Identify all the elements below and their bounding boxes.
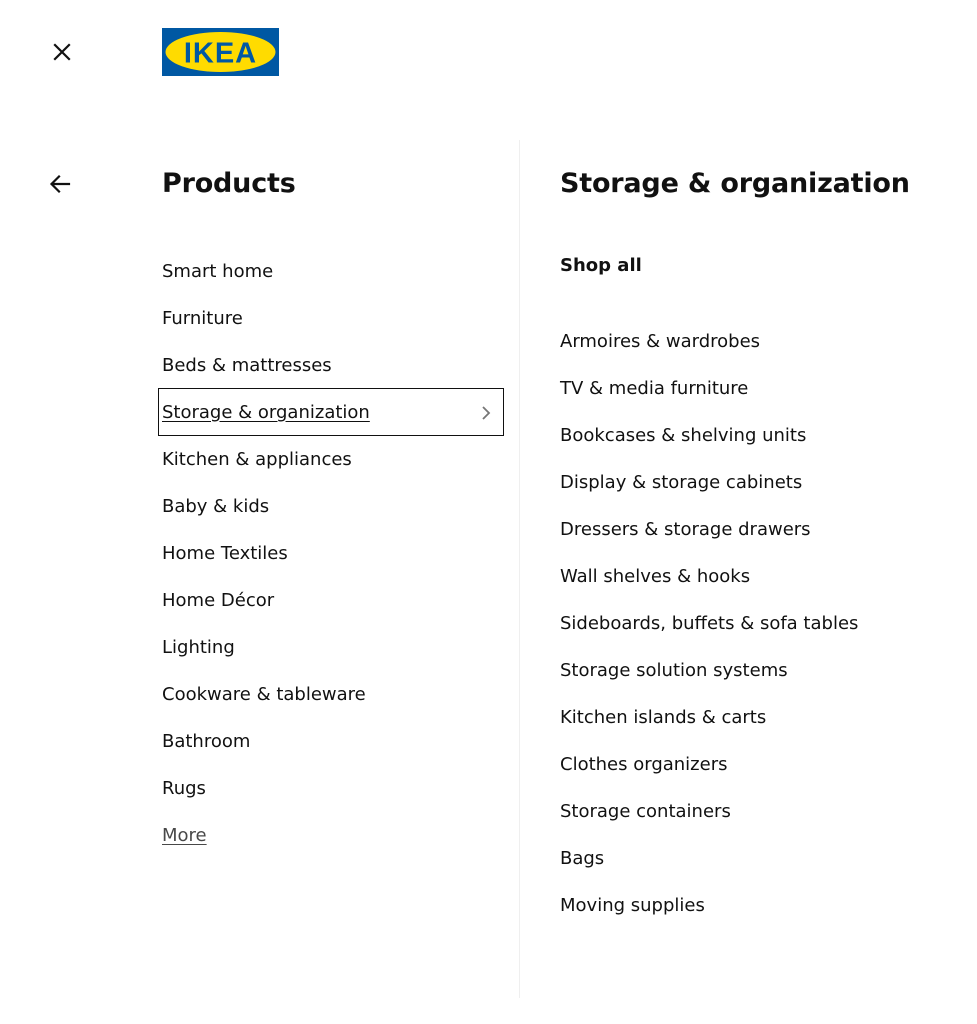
category-label: Baby & kids xyxy=(162,496,270,517)
subcategory-item-moving-supplies[interactable]: Moving supplies xyxy=(560,895,705,916)
category-label: Rugs xyxy=(162,778,206,799)
subcategory-item-armoires-wardrobes[interactable]: Armoires & wardrobes xyxy=(560,331,761,352)
subcategory-item-sideboards-buffets[interactable]: Sideboards, buffets & sofa tables xyxy=(560,613,859,634)
category-item-storage-organization[interactable] xyxy=(162,389,504,436)
category-label: Bathroom xyxy=(162,731,251,752)
category-label: Lighting xyxy=(162,637,235,658)
chevron-right-icon xyxy=(480,405,492,421)
subcategory-item-dressers-storage-drawers[interactable]: Dressers & storage drawers xyxy=(560,519,811,540)
subcategory-item-tv-media-furniture[interactable]: TV & media furniture xyxy=(560,378,749,399)
subcategory-list xyxy=(560,318,960,929)
subcategory-item-wall-shelves-hooks[interactable]: Wall shelves & hooks xyxy=(560,566,751,587)
shop-all-link[interactable]: Shop all xyxy=(560,255,642,276)
category-label: Smart home xyxy=(162,261,274,282)
ikea-logo[interactable] xyxy=(162,28,279,76)
category-label: Home Décor xyxy=(162,590,275,611)
category-label: Home Textiles xyxy=(162,543,288,564)
category-label: Beds & mattresses xyxy=(162,355,332,376)
arrow-left-icon xyxy=(48,172,72,196)
panel-divider xyxy=(519,140,520,998)
category-item-furniture[interactable] xyxy=(162,295,504,342)
back-button[interactable] xyxy=(42,166,78,202)
subcategory-item-storage-solution-systems[interactable]: Storage solution systems xyxy=(560,660,788,681)
more-link[interactable] xyxy=(162,812,504,859)
category-item-baby-kids[interactable] xyxy=(162,483,504,530)
logo-text: IKEA xyxy=(183,37,258,70)
subcategory-item-kitchen-islands-carts[interactable]: Kitchen islands & carts xyxy=(560,707,767,728)
subcategory-item-display-storage-cabinets[interactable]: Display & storage cabinets xyxy=(560,472,803,493)
close-icon xyxy=(52,42,72,62)
category-item-home-decor[interactable] xyxy=(162,577,504,624)
category-item-cookware-tableware[interactable] xyxy=(162,671,504,718)
category-label: Kitchen & appliances xyxy=(162,449,352,470)
subcategory-title: Storage & organization xyxy=(560,168,910,199)
category-item-rugs[interactable] xyxy=(162,765,504,812)
category-label: Furniture xyxy=(162,308,243,329)
category-label: Storage & organization xyxy=(162,402,370,423)
products-category-list xyxy=(162,248,504,859)
category-label: Cookware & tableware xyxy=(162,684,366,705)
subcategory-item-clothes-organizers[interactable]: Clothes organizers xyxy=(560,754,728,775)
more-label: More xyxy=(162,825,207,846)
subcategory-item-bookcases-shelving[interactable]: Bookcases & shelving units xyxy=(560,425,807,446)
subcategory-item-bags[interactable]: Bags xyxy=(560,848,605,869)
category-item-lighting[interactable] xyxy=(162,624,504,671)
subcategory-item-storage-containers[interactable]: Storage containers xyxy=(560,801,731,822)
category-item-smart-home[interactable] xyxy=(162,248,504,295)
category-item-beds-mattresses[interactable] xyxy=(162,342,504,389)
products-title: Products xyxy=(162,168,296,199)
category-item-kitchen-appliances[interactable] xyxy=(162,436,504,483)
category-item-home-textiles[interactable] xyxy=(162,530,504,577)
close-button[interactable] xyxy=(44,34,80,70)
category-item-bathroom[interactable] xyxy=(162,718,504,765)
